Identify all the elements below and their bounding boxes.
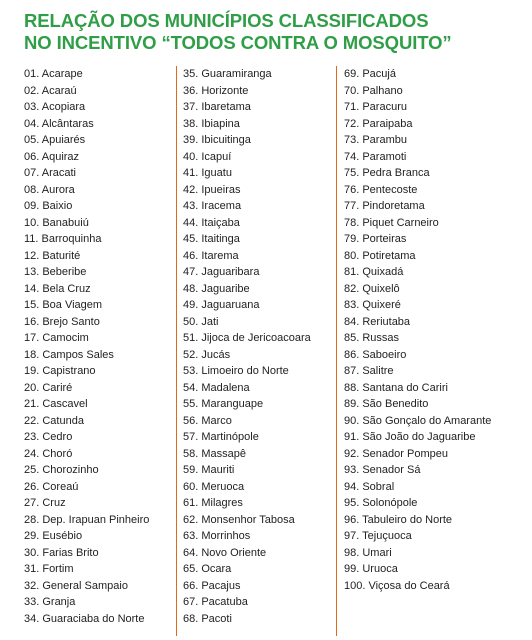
- municipality-item: 51. Jijoca de Jericoacoara: [183, 332, 311, 344]
- municipality-item: 93. Senador Sá: [344, 464, 421, 476]
- municipality-item: 03. Acopiara: [24, 101, 86, 113]
- municipality-column-3: [344, 66, 524, 594]
- municipality-item: 87. Salitre: [344, 365, 394, 377]
- municipality-item: 52. Jucás: [183, 348, 231, 361]
- municipality-item: 29. Eusébio: [24, 530, 83, 542]
- municipality-item: 56. Marco: [183, 414, 232, 427]
- municipality-item: 84. Reriutaba: [344, 315, 411, 328]
- municipality-item: 73. Parambu: [344, 134, 407, 146]
- municipality-item: 36. Horizonte: [183, 84, 249, 97]
- municipality-item: 57. Martinópole: [183, 431, 259, 443]
- municipality-item: 25. Chorozinho: [24, 464, 99, 476]
- municipality-columns: [0, 66, 532, 636]
- municipality-item: 39. Ibicuitinga: [183, 134, 251, 146]
- municipality-item: 22. Catunda: [24, 414, 84, 427]
- municipality-item: 72. Paraipaba: [344, 117, 413, 130]
- municipality-item: 49. Jaguaruana: [183, 299, 260, 311]
- municipality-item: 14. Bela Cruz: [24, 282, 91, 295]
- municipality-item: 86. Saboeiro: [344, 348, 407, 361]
- municipality-item: 94. Sobral: [344, 480, 395, 493]
- municipality-item: 23. Cedro: [24, 431, 73, 443]
- municipality-item: 91. São João do Jaguaribe: [344, 431, 476, 443]
- municipality-item: 44. Itaiçaba: [183, 216, 240, 229]
- municipality-item: 60. Meruoca: [183, 480, 245, 493]
- municipality-item: 65. Ocara: [183, 563, 232, 575]
- municipality-item: 89. São Benedito: [344, 398, 429, 410]
- municipality-item: 74. Paramoti: [344, 150, 407, 163]
- municipality-item: 53. Limoeiro do Norte: [183, 365, 289, 377]
- municipality-item: 54. Madalena: [183, 381, 250, 394]
- municipality-item: 55. Maranguape: [183, 398, 264, 410]
- municipality-column-1: [24, 66, 174, 627]
- municipality-item: 09. Baixio: [24, 200, 73, 212]
- municipality-item: 15. Boa Viagem: [24, 299, 103, 311]
- municipality-item: 20. Cariré: [24, 381, 73, 394]
- municipality-item: 26. Coreaú: [24, 480, 79, 493]
- municipality-item: 08. Aurora: [24, 183, 75, 196]
- municipality-item: 11. Barroquinha: [24, 233, 102, 245]
- municipality-item: 04. Alcântaras: [24, 117, 94, 130]
- municipality-item: 37. Ibaretama: [183, 101, 251, 113]
- municipality-item: 95. Solonópole: [344, 497, 418, 509]
- municipality-item: 42. Ipueiras: [183, 183, 241, 196]
- municipality-item: 67. Pacatuba: [183, 596, 248, 608]
- municipality-item: 46. Itarema: [183, 249, 239, 262]
- municipality-item: 02. Acaraú: [24, 84, 77, 97]
- municipality-item: 32. General Sampaio: [24, 579, 128, 592]
- municipality-item: 01. Acarape: [24, 68, 83, 80]
- municipality-item: 76. Pentecoste: [344, 183, 418, 196]
- municipality-item: 71. Paracuru: [344, 101, 407, 113]
- municipality-item: 58. Massapê: [183, 447, 246, 460]
- municipality-item: 96. Tabuleiro do Norte: [344, 513, 453, 526]
- municipality-item: 35. Guaramiranga: [183, 68, 272, 80]
- municipality-item: 21. Cascavel: [24, 398, 88, 410]
- municipality-item: 43. Iracema: [183, 200, 242, 212]
- municipality-item: 06. Aquiraz: [24, 150, 80, 163]
- municipality-item: 48. Jaguaribe: [183, 282, 250, 295]
- municipality-item: 41. Iguatu: [183, 167, 232, 179]
- municipality-item: 31. Fortim: [24, 563, 74, 575]
- municipality-item: 80. Potiretama: [344, 249, 416, 262]
- municipality-item: 50. Jati: [183, 315, 219, 328]
- municipality-item: 34. Guaraciaba do Norte: [24, 612, 145, 625]
- municipality-item: 38. Ibiapina: [183, 117, 240, 130]
- page-title: [24, 10, 524, 54]
- municipality-item: 88. Santana do Cariri: [344, 381, 448, 394]
- municipality-item: 33. Granja: [24, 596, 76, 608]
- municipality-item: 24. Choró: [24, 447, 73, 460]
- municipality-item: 17. Camocim: [24, 332, 89, 344]
- municipality-item: 18. Campos Sales: [24, 348, 114, 361]
- title-line-2: NO INCENTIVO “TODOS CONTRA O MOSQUITO”: [24, 32, 452, 53]
- municipality-item: 64. Novo Oriente: [183, 546, 267, 559]
- municipality-item: 30. Farias Brito: [24, 546, 99, 559]
- title-line-1: RELAÇÃO DOS MUNICÍPIOS CLASSIFICADOS: [24, 10, 429, 31]
- municipality-item: 63. Morrinhos: [183, 530, 251, 542]
- municipality-item: 98. Umari: [344, 546, 392, 559]
- municipality-item: 12. Baturité: [24, 249, 81, 262]
- municipality-item: 92. Senador Pompeu: [344, 447, 448, 460]
- municipality-item: 99. Uruoca: [344, 563, 398, 575]
- municipality-item: 45. Itaitinga: [183, 233, 240, 245]
- municipality-item: 16. Brejo Santo: [24, 315, 100, 328]
- municipality-item: 61. Milagres: [183, 497, 243, 509]
- municipality-item: 19. Capistrano: [24, 365, 96, 377]
- municipality-item: 100. Viçosa do Ceará: [344, 579, 450, 592]
- municipality-item: 40. Icapuí: [183, 150, 232, 163]
- municipality-item: 70. Palhano: [344, 84, 403, 97]
- municipality-item: 07. Aracati: [24, 167, 76, 179]
- municipality-item: 90. São Gonçalo do Amarante: [344, 414, 492, 427]
- municipality-item: 27. Cruz: [24, 497, 66, 509]
- municipality-item: 81. Quixadá: [344, 266, 404, 278]
- municipality-item: 97. Tejuçuoca: [344, 530, 412, 542]
- municipality-item: 66. Pacajus: [183, 579, 241, 592]
- municipality-item: 68. Pacoti: [183, 612, 232, 625]
- municipality-column-2: [183, 66, 333, 627]
- municipality-item: 28. Dep. Irapuan Pinheiro: [24, 513, 150, 526]
- municipality-item: 69. Pacujá: [344, 68, 396, 80]
- municipality-item: 85. Russas: [344, 332, 400, 344]
- municipality-item: 62. Monsenhor Tabosa: [183, 513, 295, 526]
- municipality-item: 13. Beberibe: [24, 266, 87, 278]
- municipality-item: 75. Pedra Branca: [344, 167, 430, 179]
- municipality-item: 05. Apuiarés: [24, 134, 86, 146]
- municipality-item: 10. Banabuiú: [24, 216, 89, 229]
- municipality-item: 83. Quixeré: [344, 299, 401, 311]
- municipality-item: 47. Jaguaribara: [183, 266, 260, 278]
- municipality-item: 77. Pindoretama: [344, 200, 425, 212]
- municipality-item: 78. Piquet Carneiro: [344, 216, 439, 229]
- municipality-item: 82. Quixelô: [344, 282, 400, 295]
- municipality-item: 79. Porteiras: [344, 233, 407, 245]
- municipality-item: 59. Mauriti: [183, 464, 235, 476]
